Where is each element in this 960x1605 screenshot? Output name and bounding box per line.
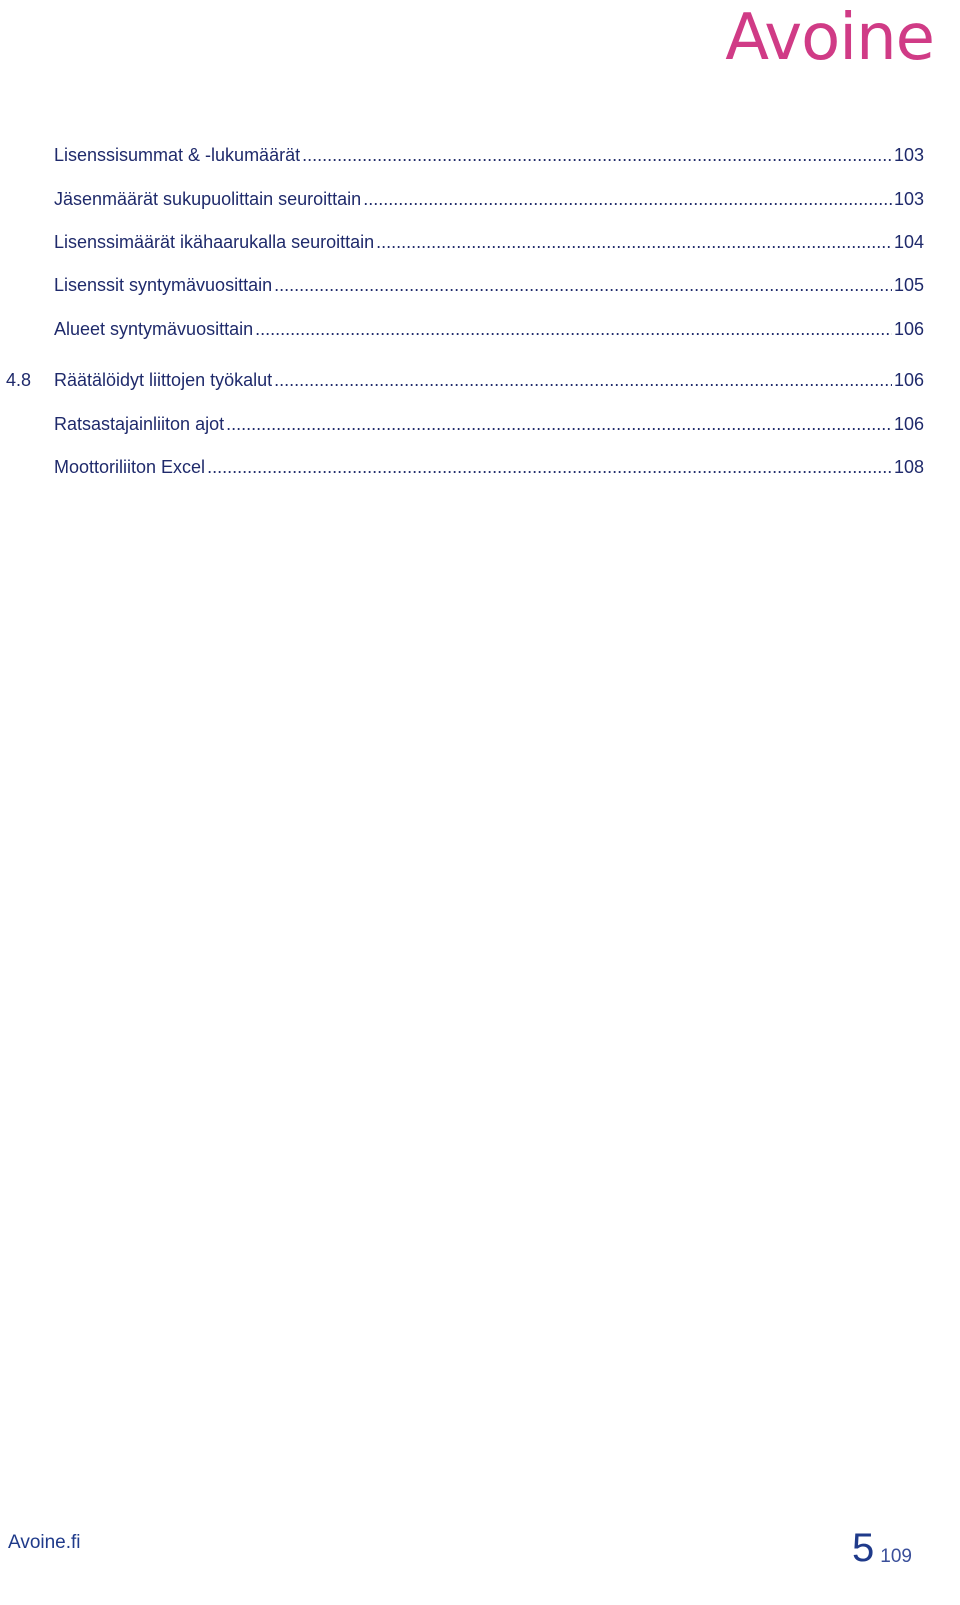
toc-entry-title: Lisenssisummat & -lukumäärät — [54, 145, 301, 165]
toc-entry-number: 4.8 — [6, 370, 32, 390]
toc-entry-title: Moottoriliiton Excel — [54, 457, 206, 477]
toc-leader-dots — [207, 456, 892, 478]
toc-entry-page: 104 — [893, 232, 924, 252]
page-number — [852, 1528, 912, 1568]
avoine-logo: Avoine — [725, 1, 934, 75]
toc-entry-title: Alueet syntymävuosittain — [54, 319, 254, 339]
toc-entry[interactable] — [0, 227, 944, 253]
toc-entry-title: Ratsastajainliiton ajot — [54, 414, 225, 434]
toc-leader-dots — [255, 318, 892, 340]
toc-entry-page: 105 — [893, 275, 924, 295]
toc-entry-page: 106 — [893, 414, 924, 434]
toc-entry[interactable] — [0, 314, 944, 340]
toc-entry-page: 106 — [893, 319, 924, 339]
toc-leader-dots — [226, 413, 892, 435]
toc-entry[interactable] — [0, 270, 944, 296]
toc-entry[interactable] — [0, 409, 944, 435]
toc-leader-dots — [274, 369, 892, 391]
toc-entry-page: 103 — [893, 189, 924, 209]
toc-entry[interactable] — [0, 140, 944, 166]
toc-entry-page: 108 — [893, 457, 924, 477]
toc-entry-title: Jäsenmäärät sukupuolittain seuroittain — [54, 189, 362, 209]
toc-leader-dots — [363, 188, 892, 210]
page-current: 5 — [852, 1526, 875, 1570]
toc-entry[interactable] — [0, 452, 944, 478]
toc-leader-dots — [274, 274, 892, 296]
footer-site-link[interactable]: Avoine.fi — [8, 1532, 81, 1553]
toc-leader-dots — [302, 144, 892, 166]
page-total: 109 — [880, 1546, 912, 1567]
toc-leader-dots — [376, 231, 892, 253]
toc-entry-page: 106 — [893, 370, 924, 390]
toc-entry[interactable] — [0, 365, 944, 391]
toc-entry-title: Lisenssimäärät ikähaarukalla seuroittain — [54, 232, 375, 252]
toc-entry[interactable] — [0, 184, 944, 210]
toc-entry-page: 103 — [893, 145, 924, 165]
toc-entry-title: Räätälöidyt liittojen työkalut — [54, 370, 273, 390]
toc-entry-title: Lisenssit syntymävuosittain — [54, 275, 273, 295]
